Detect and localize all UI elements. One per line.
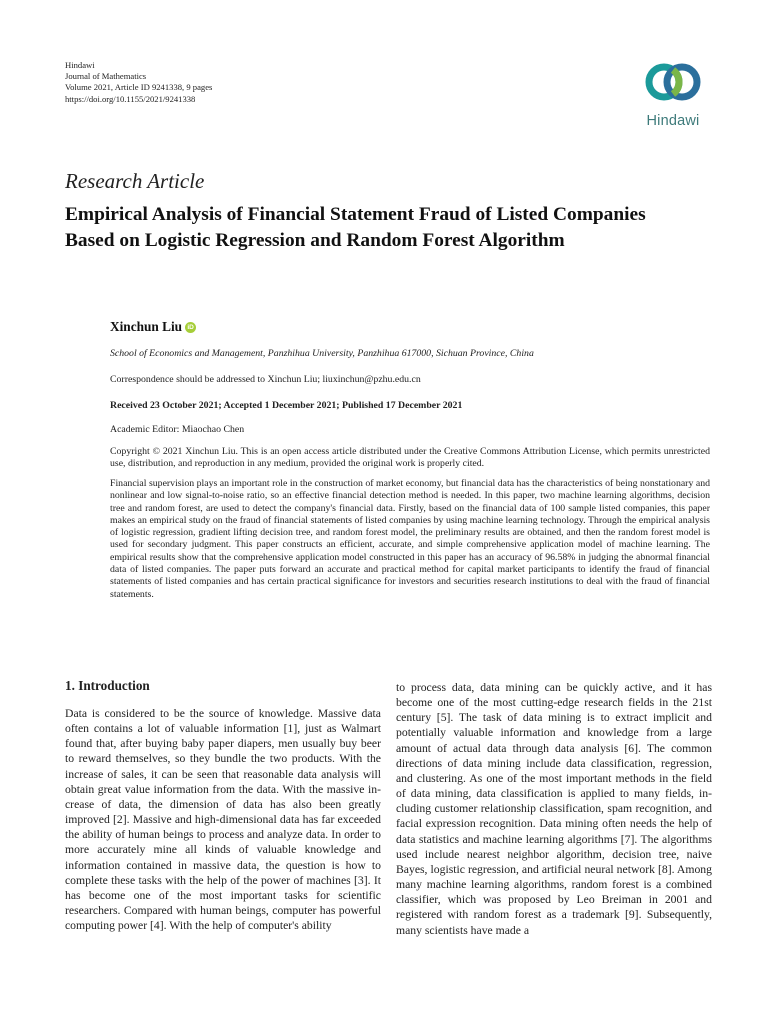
correspondence: Correspondence should be addressed to Xinchun Liu; liuxinchun@pzhu.edu.cn — [110, 374, 421, 385]
author-line — [110, 319, 196, 335]
article-type: Research Article — [65, 169, 205, 193]
intro-paragraph-left: Data is considered to be the source of knowledge. Massive data often contains a lot of valuable information [1], just as Walmart found that, after buying baby paper diapers, men usually buy beer to reward themselves, so they bundle the two products. With the increase of sales, it can be seen that reasonable data analysis will obtain great value information from the data. With the massive increase of data, the dimension of data has also been greatly improved [2]. Massive and high-dimensional data has far exceeded the ability of human beings to process and analyze data. In order to more accurately mine all kinds of valuable knowledge and information contained in massive data, the question is how to complete these tasks with the help of the power of machines [3]. It has become one of the most important tasks for scientific researchers. Compared with human beings, computer has powerful computing power [4]. With the help of computer's ability — [65, 707, 381, 933]
intro-paragraph-right: to process data, data mining can be quickly active, and it has become one of the most cutting-edge research fields in the 21st century [5]. The task of data mining is to extract implicit and potentially valuable information and knowledge from a large amount of actual data through data analysis [6]. The common directions of data mining include data classification, regression, and clustering. As one of the most important methods in the field of data mining, data classification is applied to many fields, including customer relationship classification, spam recognition, and facial expression recognition. Data mining often needs the help of data statistics and machine learning algorithms [7]. The algorithms used include nearest neighbor algorithm, decision tree, naive Bayes, logistic regression, and artificial neural network [8]. Among many machine learning algorithms, random forest is a combined classifier, which was proposed by Leo Breiman in 2001 and registered with random forest as a trademark [9]. Subsequently, many scientists have made a — [396, 681, 712, 937]
volume-info: Volume 2021, Article ID 9241338, 9 pages — [65, 82, 213, 93]
journal-meta — [65, 60, 212, 105]
copyright-notice: Copyright © 2021 Xinchun Liu. This is an open access article distributed under the Creative Commons Attribution License, which permits unrestricted use, distribution, and reproduction in any medium, provided the original work is properly cited. — [110, 446, 710, 470]
section-heading-introduction: 1. Introduction — [65, 678, 150, 693]
article-title: Empirical Analysis of Financial Statement Fraud of Listed Companies Based on Logistic Regression and Random Forest Algorithm — [65, 204, 646, 251]
publisher-name: Hindawi — [65, 60, 95, 70]
logo-text: Hindawi — [646, 113, 700, 129]
hindawi-logo-icon — [642, 58, 704, 112]
body-column-right — [396, 680, 712, 938]
doi-link[interactable]: https://doi.org/10.1155/2021/9241338 — [65, 93, 196, 104]
publication-dates: Received 23 October 2021; Accepted 1 December 2021; Published 17 December 2021 — [110, 400, 463, 411]
journal-name: Journal of Mathematics — [65, 71, 147, 82]
author-name[interactable]: Xinchun Liu — [110, 319, 183, 334]
academic-editor: Academic Editor: Miaochao Chen — [110, 424, 245, 435]
hindawi-logo — [636, 58, 710, 136]
body-column-left — [65, 678, 381, 933]
abstract: Financial supervision plays an important role in the construction of market economy, but financial data has the characteristics of being nonstationary and nonlinear and low signal-to-noise ratio, so an effective financial detection method is needed. In this paper, two machine learning algorithms, decision tree and random forest, are used to detect the company's financial data. Firstly, based on the financial data of 100 sample listed companies, this paper makes an empirical study on the fraud of financial statements of listed companies by using machine learning technology. Through the empirical analysis of logistic regression, gradient lifting decision tree, and random forest model, the preliminary results are obtained, and then the random forest model is used for secondary judgment. This paper constructs an efficient, accurate, and simple comprehensive application model of machine learning. The empirical results show that the comprehensive application model constructed in this paper has an accuracy of 96.58% in judging the abnormal financial data of listed companies. The paper puts forward an accurate and practical method for capital market participants to identify the fraud of financial statements of listed companies and has certain practical significance for investors and securities research institutions to deal with the fraud of financial statements. — [110, 478, 710, 600]
affiliation: School of Economics and Management, Panzhihua University, Panzhihua 617000, Sichuan Province, China — [110, 348, 534, 359]
orcid-icon[interactable]: iD — [185, 322, 196, 333]
